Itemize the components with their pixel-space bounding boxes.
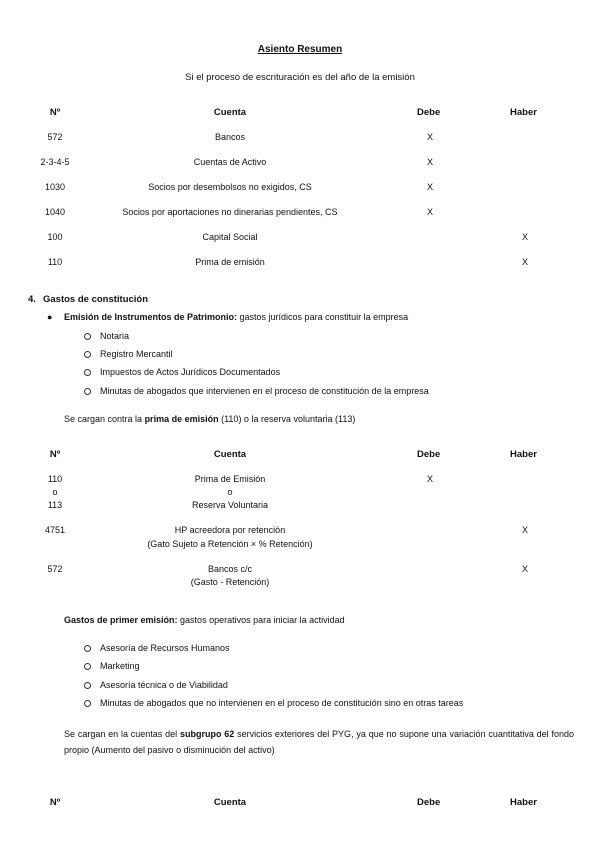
circle-bullet-icon: [84, 661, 91, 672]
row-num: 2-3-4-5: [40, 157, 70, 167]
subtitle: Si el proceso de escrituración es del año de la emisión: [185, 72, 415, 83]
row-num: 572: [47, 132, 63, 142]
para-pre: Se cargan en la cuentas del: [64, 729, 180, 739]
para-bold: subgrupo 62: [179, 729, 235, 739]
row-num: 113: [47, 500, 63, 510]
list-item: Impuestos de Actos Jurídicos Documentados: [100, 367, 281, 377]
header-num: Nº: [49, 797, 61, 808]
list-item: Notaria: [100, 331, 130, 341]
list-item: Asesoría técnica o de Viabilidad: [100, 680, 228, 690]
row-account: Reserva Voluntaria: [191, 500, 269, 510]
row-credit: X: [521, 257, 528, 267]
section-number: 4.: [28, 294, 36, 305]
primer-rest: gastos operativos para iniciar la actividad: [177, 615, 345, 625]
primer-paragraph: [64, 726, 574, 758]
bullet-text: [64, 312, 408, 322]
charge-paragraph: [64, 414, 355, 424]
row-num: 4751: [44, 525, 66, 535]
header-credit: Haber: [510, 449, 537, 460]
charge-post: (110) o la reserva voluntaria (113): [218, 414, 356, 424]
row-debit: X: [426, 157, 433, 167]
row-num: 110: [47, 257, 63, 267]
row-credit: X: [521, 232, 528, 242]
row-account-detail: (Gato Sujeto a Retención × % Retención): [147, 539, 313, 549]
page-title: Asiento Resumen: [257, 44, 343, 55]
row-credit: X: [521, 564, 528, 574]
row-account: Bancos: [214, 132, 246, 142]
list-item: Marketing: [100, 661, 140, 671]
row-account: HP acreedora por retención: [174, 525, 286, 535]
primer-bold: Gastos de primer emisión:: [64, 615, 178, 625]
charge-pre: Se cargan contra la: [64, 414, 145, 424]
list-item: Minutas de abogados que intervienen en el proceso de constitución de la empresa: [100, 386, 429, 396]
circle-bullet-icon: [84, 386, 91, 397]
list-item: Minutas de abogados que no intervienen en el proceso de constitución sino en otras tareas: [100, 698, 464, 708]
header-credit: Haber: [510, 107, 537, 118]
row-num-or: o: [52, 487, 58, 497]
header-account: Cuenta: [213, 449, 247, 460]
row-account: Capital Social: [202, 232, 258, 242]
row-account: Bancos c/c: [207, 564, 253, 574]
header-num: Nº: [49, 107, 61, 118]
row-num: 1040: [44, 207, 66, 217]
row-num: 1030: [44, 182, 66, 192]
bullet-dot-icon: ●: [47, 312, 53, 322]
bullet-rest: gastos jurídicos para constituir la empresa: [237, 312, 409, 322]
row-account: Socios por desembolsos no exigidos, CS: [148, 182, 312, 192]
para-post: servicios exteriores del PYG, ya que no supone una variación cuantitativa del fondo propio (Aumento del pasivo o disminución del activo): [64, 729, 575, 755]
header-debit: Debe: [417, 797, 441, 808]
charge-bold: prima de emisión: [144, 414, 219, 424]
row-account: Prima de Emisión: [194, 474, 266, 484]
primer-heading: [64, 615, 345, 625]
header-debit: Debe: [417, 449, 441, 460]
circle-bullet-icon: [84, 643, 91, 654]
circle-bullet-icon: [84, 349, 91, 360]
row-account-detail: (Gasto - Retención): [190, 577, 270, 587]
row-num: 572: [47, 564, 63, 574]
header-credit: Haber: [510, 797, 537, 808]
circle-bullet-icon: [84, 331, 91, 342]
row-num: 100: [47, 232, 63, 242]
header-account: Cuenta: [213, 797, 247, 808]
list-item: Asesoría de Recursos Humanos: [100, 643, 230, 653]
row-account: Cuentas de Activo: [193, 157, 267, 167]
circle-bullet-icon: [84, 680, 91, 691]
row-account-or: o: [227, 487, 233, 497]
bullet-bold: Emisión de Instrumentos de Patrimonio:: [64, 312, 238, 322]
row-account: Prima de emisión: [195, 257, 265, 267]
list-item: Registro Mercantil: [100, 349, 173, 359]
header-num: Nº: [49, 449, 61, 460]
row-debit: X: [426, 132, 433, 142]
row-num: 110: [47, 474, 63, 484]
row-debit: X: [426, 182, 433, 192]
header-debit: Debe: [417, 107, 441, 118]
row-account: Socios por aportaciones no dinerarias pendientes, CS: [122, 207, 338, 217]
circle-bullet-icon: [84, 367, 91, 378]
section-heading: Gastos de constitución: [43, 294, 149, 305]
circle-bullet-icon: [84, 698, 91, 709]
row-debit: X: [426, 474, 433, 484]
header-account: Cuenta: [213, 107, 247, 118]
row-credit: X: [521, 525, 528, 535]
row-debit: X: [426, 207, 433, 217]
